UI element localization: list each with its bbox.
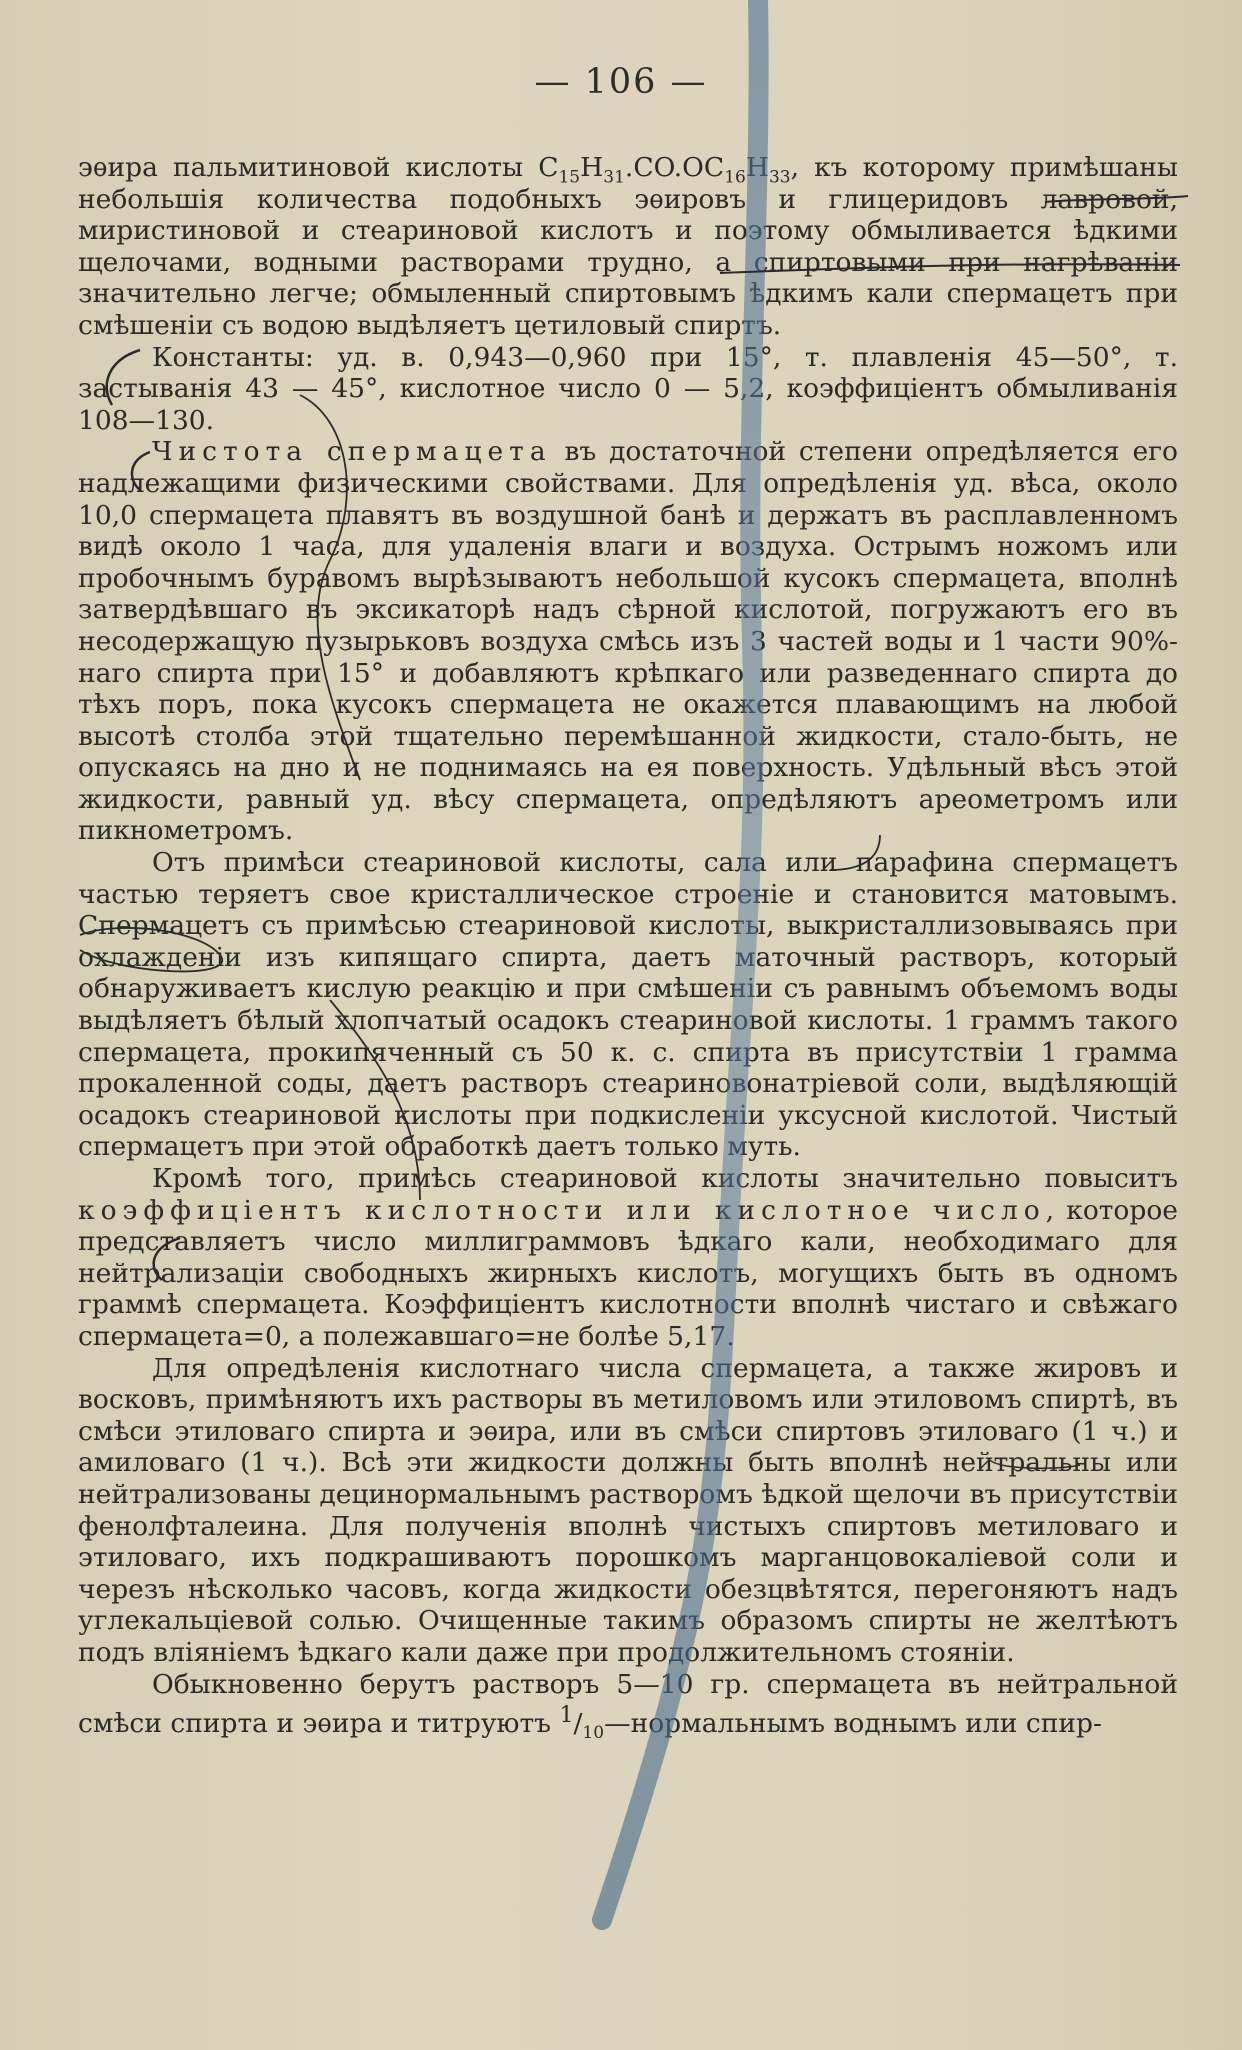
text-run: H: [580, 152, 604, 183]
text-run: Отъ примѣси стеариновой кислоты, сала или парафина спермацетъ частью теряетъ свое кристаллическое строеніе и становится матовымъ. Спермацетъ съ примѣсью стеариновой кислоты, выкристаллизовываясь при охлажденіи изъ кипящаго спирта, даетъ маточный растворъ, который обнаруживаетъ кислую реакцію и при смѣшеніи съ равнымъ объемомъ воды выдѣляетъ бѣлый хлопчатый осадокъ стеариновой кислоты. 1 граммъ такого спермацета, прокипяченный съ 50 к. с. спирта въ присутствіи 1 грамма прокаленной соды, даетъ растворъ стеариновонатріевой соли, выдѣляющій осадокъ стеариновой кислоты при подкисленіи уксусной кислотой. Чистый спермацетъ при этой обработкѣ даетъ только муть.: [78, 847, 1178, 1163]
text-run: 10: [582, 1723, 605, 1744]
text-run: Обыкновенно берутъ растворъ 5—10 гр. спермацета въ нейтральной смѣси спирта и эѳира и титруютъ: [78, 1668, 1178, 1739]
page-body: [78, 152, 1178, 1744]
text-run: , къ которому примѣшаны небольшія количества подобныхъ эѳировъ и глицеридовъ лавровой, миристиновой и стеариновой кислотъ и поэтому обмыливается ѣдкими щелочами, водными растворами трудно, а спиртовыми при нагрѣваніи значительно легче; обмыленный спиртовымъ ѣдкимъ кали спермацетъ при смѣшеніи съ водою выдѣляетъ цетиловый спиртъ.: [78, 152, 1178, 341]
text-run: Кромѣ того, примѣсь стеариновой кислоты значительно повыситъ: [152, 1163, 1178, 1194]
text-run: 33: [768, 167, 791, 188]
text-run: , которое представляетъ число миллиграммовъ ѣдкаго кали, необходимаго для нейтрализаціи свободныхъ жирныхъ кислотъ, могущихъ быть въ одномъ граммѣ спермацета. Коэффиціентъ кислотности вполнѣ чистаго и свѣжаго спермацета=0, а полежавшаго=не болѣе 5,17.: [78, 1194, 1178, 1352]
text-run: Константы: уд. в. 0,943—0,960 при 15°, т. плавленія 45—50°, т. застыванія 43 — 45°, кислотное число 0 — 5,2, коэффиціентъ обмыливанія 108—130.: [78, 341, 1178, 436]
text-run: эѳира пальмитиновой кислоты C: [78, 152, 559, 183]
text-run: H: [745, 152, 769, 183]
text-run: коэффиціентъ кислотности или кислотное число: [78, 1194, 1046, 1226]
paragraph-purity: [78, 436, 1178, 847]
text-run: 15: [558, 167, 581, 188]
paragraph: [78, 152, 1178, 342]
text-run: 31: [603, 167, 625, 188]
paragraph-acid-number: [78, 1163, 1178, 1353]
text-run: 1: [559, 1703, 574, 1729]
text-run: Для опредѣленія кислотнаго числа спермацета, а также жировъ и восковъ, примѣняютъ ихъ растворы въ метиловомъ или этиловомъ спиртѣ, въ смѣси этиловаго спирта и эѳира, или въ смѣси спиртовъ этиловаго (1 ч.) и амиловаго (1 ч.). Всѣ эти жидкости должны быть вполнѣ нейтральны или нейтрализованы децинормальнымъ растворомъ ѣдкой щелочи въ присутствіи фенолфталеина. Для полученія вполнѣ чистыхъ спиртовъ метиловаго и этиловаго, ихъ подкрашиваютъ порошкомъ марганцовокаліевой соли и черезъ нѣсколько часовъ, когда жидкости обезцвѣтятся, перегоняютъ надъ углекальціевой солью. Очищенные такимъ образомъ спирты не желтѣютъ подъ вліяніемъ ѣдкаго кали даже при продолжительномъ стояніи.: [78, 1352, 1178, 1668]
text-run: .CO.OC: [624, 152, 725, 183]
text-run: Чистота спермацета: [152, 436, 552, 468]
text-run: —нормальнымъ воднымъ или спир-: [604, 1707, 1102, 1739]
paragraph-solvents: [78, 1353, 1178, 1669]
paragraph-stearic-admixture: [78, 847, 1178, 1163]
text-run: въ достаточной степени опредѣляется его надлежащими физическими свойствами. Для опредѣленія уд. вѣса, около 10,0 спермацета плавятъ въ воздушной банѣ и держатъ въ расплавленномъ видѣ около 1 часа, для удаленія влаги и воздуха. Острымъ ножомъ или пробочнымъ буравомъ вырѣзываютъ небольшой кусокъ спермацета, вполнѣ затвердѣвшаго въ эксикаторѣ надъ сѣрной кислотой, погружаютъ его въ несодержащую пузырьковъ воздуха смѣсь изъ 3 частей воды и 1 части 90%-наго спирта при 15° и добавляютъ крѣпкаго или разведеннаго спирта до тѣхъ поръ, пока кусокъ спермацета не окажется плавающимъ на любой высотѣ столба этой тщательно перемѣшанной жидкости, стало-быть, не опускаясь на дно и не поднимаясь на ея поверхность. Удѣльный вѣсъ этой жидкости, равный уд. вѣсу спермацета, опредѣляютъ ареометромъ или пикнометромъ.: [78, 436, 1178, 847]
paragraph-constants: [78, 342, 1178, 437]
text-run: /: [573, 1707, 583, 1739]
text-run: 16: [724, 167, 746, 188]
page-number: — 106 —: [534, 62, 708, 102]
paragraph-titration: [78, 1668, 1178, 1744]
